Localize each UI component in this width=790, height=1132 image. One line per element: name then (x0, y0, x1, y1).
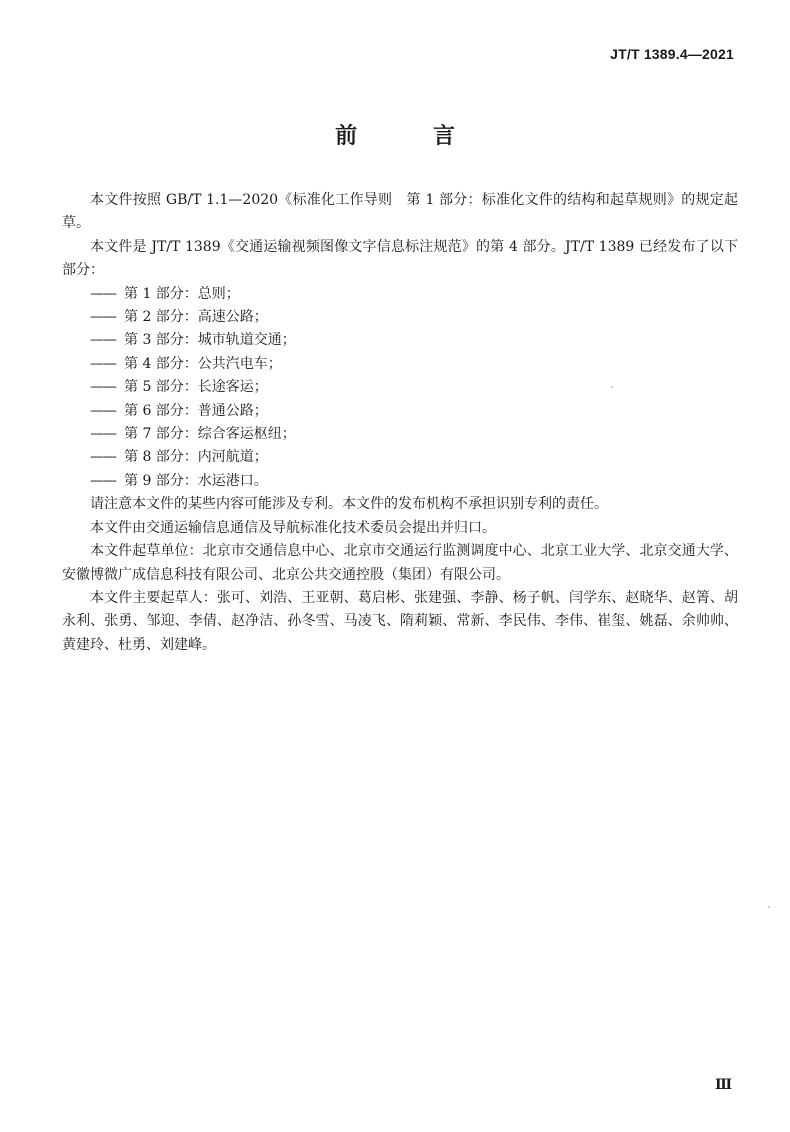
page-number: Ⅲ (714, 1077, 732, 1093)
list-item (62, 423, 738, 446)
scan-speck (768, 906, 770, 908)
list-item (62, 376, 738, 399)
paragraph-drafters: 本文件主要起草人：张可、刘浩、王亚朝、葛启彬、张建强、李静、杨子帆、闫学东、赵晓华、赵箐、胡永利、张勇、邹迎、李倩、赵净洁、孙冬雪、马凌飞、隋莉颖、常新、李民伟、李伟、崔玺、姚磊、余帅帅、黄建玲、杜勇、刘建峰。 (62, 589, 738, 653)
list-dash: —— (90, 285, 116, 302)
foreword-body (62, 189, 738, 657)
list-item-text: 第 1 部分：总则； (124, 285, 240, 302)
list-item-text: 第 7 部分：综合客运枢纽； (124, 426, 296, 443)
list-item (62, 329, 738, 352)
list-item (62, 283, 738, 306)
list-item (62, 446, 738, 469)
paragraph-patent-notice: 请注意本文件的某些内容可能涉及专利。本文件的发布机构不承担识别专利的责任。 (90, 496, 608, 513)
paragraph-drafting-rules: 本文件按照 GB/T 1.1—2020《标准化工作导则 第 1 部分：标准化文件的结构和起草规则》的规定起草。 (62, 192, 738, 232)
scan-speck (611, 386, 613, 388)
list-item (62, 470, 738, 493)
paragraph-series-intro: 本文件是 JT/T 1389《交通运输视频图像文字信息标注规范》的第 4 部分。JT/T 1389 已经发布了以下部分： (62, 238, 738, 279)
list-item-text: 第 5 部分：长途客运； (124, 379, 268, 396)
list-item (62, 306, 738, 329)
list-item-text: 第 8 部分：内河航道； (124, 449, 268, 466)
paragraph-drafting-units: 本文件起草单位：北京市交通信息中心、北京市交通运行监测调度中心、北京工业大学、北京交通大学、安徽博微广成信息科技有限公司、北京公共交通控股（集团）有限公司。 (62, 543, 738, 583)
list-item (62, 353, 738, 376)
list-dash: —— (90, 332, 116, 349)
list-dash: —— (90, 355, 116, 372)
list-dash: —— (90, 379, 116, 396)
list-dash: —— (90, 426, 116, 443)
list-dash: —— (90, 472, 116, 489)
list-item-text: 第 2 部分：高速公路； (124, 309, 268, 326)
document-number: JT/T 1389.4—2021 (610, 46, 734, 62)
list-item-text: 第 9 部分：水运港口。 (124, 472, 268, 489)
list-item-text: 第 4 部分：公共汽电车； (124, 355, 282, 372)
list-item-text: 第 6 部分：普通公路； (124, 402, 268, 419)
page-title: 前 言 (335, 124, 489, 149)
list-dash: —— (90, 402, 116, 419)
list-dash: —— (90, 309, 116, 326)
list-item (62, 400, 738, 423)
parts-list (62, 283, 738, 494)
paragraph-proposer: 本文件由交通运输信息通信及导航标准化技术委员会提出并归口。 (90, 519, 496, 536)
list-dash: —— (90, 449, 116, 466)
list-item-text: 第 3 部分：城市轨道交通； (124, 332, 296, 349)
